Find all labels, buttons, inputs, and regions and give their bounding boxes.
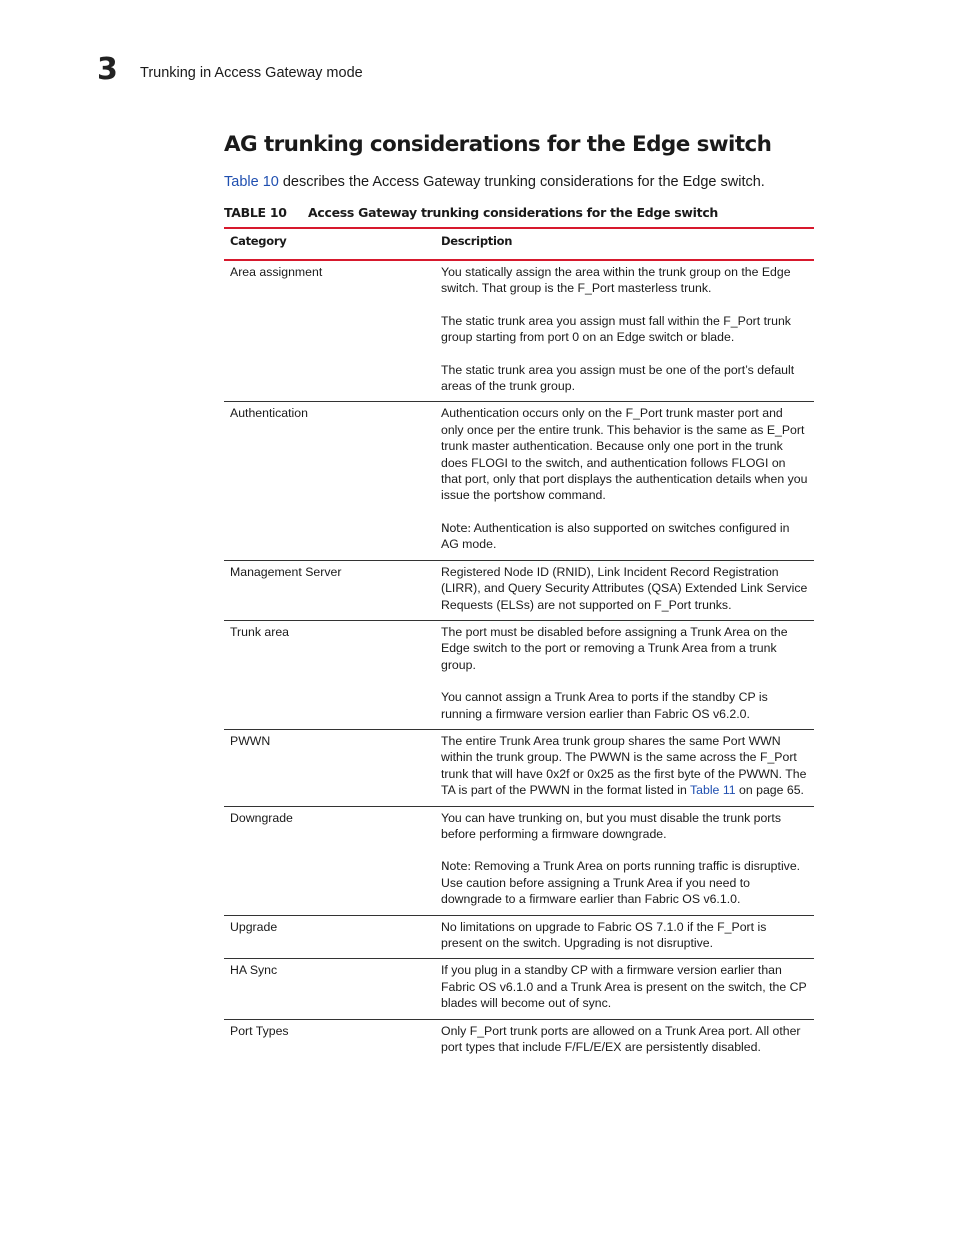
row-category: Port Types bbox=[230, 1023, 289, 1038]
description-text-after: command. bbox=[544, 488, 606, 503]
description-paragraph bbox=[441, 520, 808, 553]
command-name: portshow bbox=[493, 488, 545, 503]
description-text-after: on page 65. bbox=[735, 783, 804, 798]
description-text: The port must be disabled before assigning a Trunk Area on the Edge switch to the port or removing a Trunk Area from a trunk group. bbox=[441, 624, 788, 672]
row-description bbox=[435, 915, 814, 959]
table-caption-title: Access Gateway trunking considerations for the Edge switch bbox=[308, 205, 719, 220]
description-text: Authentication is also supported on switches configured in AG mode. bbox=[441, 520, 790, 552]
considerations-table bbox=[224, 227, 814, 1062]
row-category: Downgrade bbox=[224, 806, 435, 915]
description-paragraph bbox=[441, 919, 808, 952]
table-row bbox=[224, 959, 814, 1019]
description-text: If you plug in a standby CP with a firmware version earlier than Fabric OS v6.1.0 and a Trunk Area is present on the switch, the CP blades will become out of sync. bbox=[441, 963, 807, 1011]
description-text: You cannot assign a Trunk Area to ports if the standby CP is running a firmware version earlier than Fabric OS v6.2.0. bbox=[441, 690, 768, 721]
row-category: PWWN bbox=[224, 729, 435, 806]
row-description bbox=[435, 560, 814, 620]
row-category: Upgrade bbox=[224, 915, 435, 959]
section-title: AG trunking considerations for the Edge switch bbox=[224, 132, 772, 157]
table-caption bbox=[224, 205, 814, 220]
table-10-link[interactable]: Table 10 bbox=[224, 174, 279, 190]
description-text: You statically assign the area within the trunk group on the Edge switch. That group is the F_Port masterless trunk. bbox=[441, 265, 791, 296]
description-paragraph bbox=[441, 564, 808, 613]
intro-paragraph bbox=[224, 174, 765, 190]
table-header-row bbox=[224, 228, 814, 260]
description-text: No limitations on upgrade to Fabric OS 7.1.0 if the F_Port is present on the switch. Upgrading is not disruptive. bbox=[441, 919, 767, 950]
description-paragraph bbox=[441, 810, 808, 843]
row-category: Trunk area bbox=[224, 620, 435, 729]
note-label: Note: bbox=[441, 520, 471, 535]
description-paragraph bbox=[441, 689, 808, 722]
chapter-number: 3 bbox=[97, 52, 118, 87]
row-description bbox=[435, 959, 814, 1019]
description-paragraph bbox=[441, 313, 808, 346]
table-row bbox=[224, 620, 814, 729]
table-11-link[interactable]: Table 11 bbox=[690, 783, 736, 798]
row-description bbox=[435, 806, 814, 915]
row-description bbox=[435, 620, 814, 729]
description-text: You can have trunking on, but you must disable the trunk ports before performing a firmware downgrade. bbox=[441, 810, 781, 841]
header-description: Description bbox=[435, 228, 814, 260]
row-category: Authentication bbox=[224, 402, 435, 560]
row-description bbox=[435, 402, 814, 560]
table-row bbox=[224, 402, 814, 560]
row-category: Area assignment bbox=[224, 260, 435, 402]
description-paragraph bbox=[441, 264, 808, 297]
description-text: Removing a Trunk Area on ports running traffic is disruptive. Use caution before assigning a Trunk Area if you need to downgrade to a firmware earlier than Fabric OS v6.1.0. bbox=[441, 859, 801, 907]
description-text: Only F_Port trunk ports are allowed on a Trunk Area port. All other port types that include F/FL/E/EX are persistently disabled. bbox=[441, 1023, 801, 1055]
table-row bbox=[224, 560, 814, 620]
description-text: The static trunk area you assign must fall within the F_Port trunk group starting from port 0 on an Edge switch or blade. bbox=[441, 313, 791, 345]
row-description bbox=[435, 1019, 814, 1062]
description-text: Authentication occurs only on the F_Port trunk master port and only once per the entire trunk. This behavior is the same as E_Port trunk master authentication. Because only one port in the trunk does FLOGI to the switch, and authentication follows FLOGI on that port, only that port displays the authentication details when you issue the bbox=[441, 406, 808, 503]
description-text: Registered Node ID (RNID), Link Incident Record Registration (LIRR), and Query Security Attributes (QSA) Extended Link Service Requests (ELSs) are not supported on F_Port trunks. bbox=[441, 564, 808, 612]
table-row bbox=[224, 915, 814, 959]
table-row bbox=[224, 260, 814, 402]
note-label: Note: bbox=[441, 859, 471, 874]
description-paragraph bbox=[441, 733, 808, 799]
description-paragraph bbox=[441, 962, 808, 1011]
description-text: The static trunk area you assign must be one of the port’s default areas of the trunk group. bbox=[441, 362, 795, 394]
description-paragraph bbox=[441, 362, 808, 395]
table-row bbox=[224, 729, 814, 806]
description-text: The entire Trunk Area trunk group shares the same Port WWN within the trunk group. The PWWN is the same across the F_Port trunk that will have 0x2f or 0x25 as the first byte of the PWWN. The TA is part of the PWWN in the format listed in bbox=[441, 733, 807, 798]
row-description bbox=[435, 729, 814, 806]
table-caption-number: TABLE 10 bbox=[224, 205, 287, 220]
description-paragraph bbox=[441, 624, 808, 673]
description-paragraph bbox=[441, 858, 808, 907]
row-description bbox=[435, 260, 814, 402]
chapter-title: Trunking in Access Gateway mode bbox=[140, 65, 363, 81]
intro-text: describes the Access Gateway trunking considerations for the Edge switch. bbox=[278, 174, 765, 190]
description-paragraph bbox=[441, 1023, 808, 1056]
header-category: Category bbox=[224, 228, 435, 260]
description-paragraph bbox=[441, 405, 808, 503]
table-row bbox=[224, 1019, 814, 1062]
table-body bbox=[224, 260, 814, 1062]
row-category: HA Sync bbox=[224, 959, 435, 1019]
table-row bbox=[224, 806, 814, 915]
row-category: Management Server bbox=[224, 560, 435, 620]
